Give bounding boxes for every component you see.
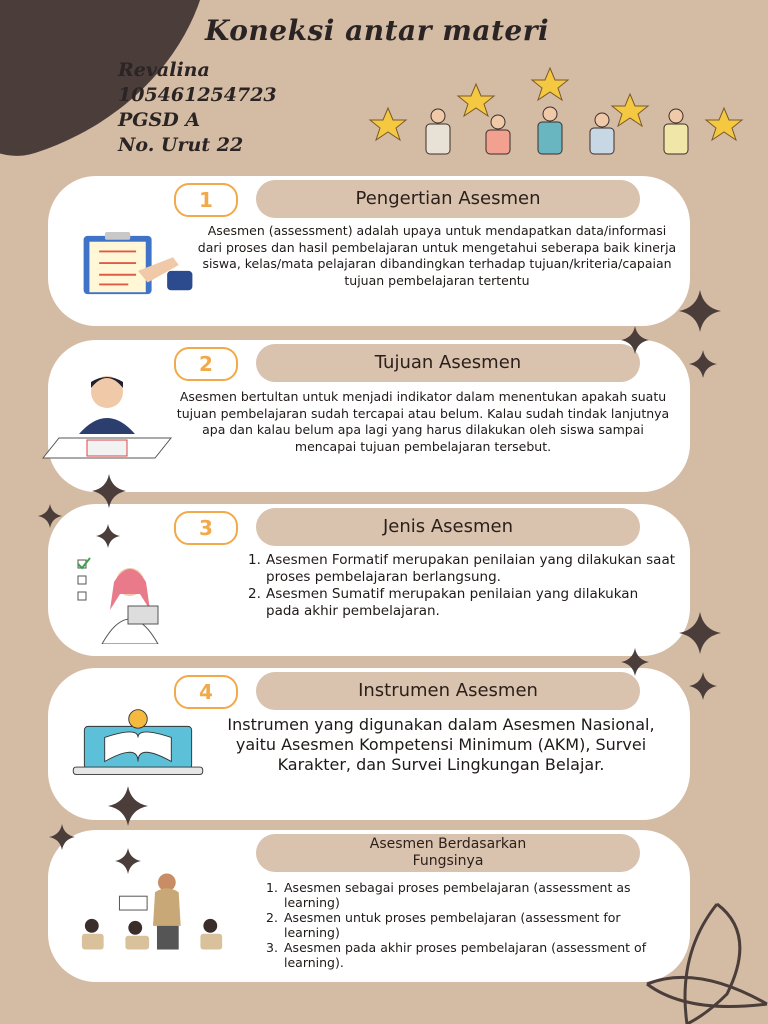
section-number-badge-1: 1 (174, 183, 238, 217)
sparkle-star-icon (612, 326, 658, 354)
section-heading-4: Instrumen Asesmen (256, 672, 640, 710)
clipboard-checklist-icon (76, 232, 200, 300)
section-number-badge-2: 2 (174, 347, 238, 381)
author-order: No. Urut 22 (118, 134, 244, 156)
section-text-4: Instrumen yang digunakan dalam Asesmen Nasional, yaitu Asesmen Kompetensi Minimum (AKM), Survei Karakter, dan Survei Lingkungan Belajar. (227, 715, 655, 774)
sparkle-star-icon (680, 350, 726, 378)
author-nim: 105461254723 (118, 84, 277, 106)
author-block (118, 58, 277, 158)
list-item: 2. Asesmen untuk proses pembelajaran (assessment for learning) (266, 910, 621, 940)
section-text-2: Asesmen bertultan untuk menjadi indikator dalam menentukan apakah suatu tujuan pembelajaran sudah tercapai atau belum. Kalau sudah tindak lanjutnya apa dan kalau belum apa lagi yang harus dilakukan oleh siswa sampai mencapai tujuan pembelajaran tersebut. (176, 389, 670, 454)
sparkle-star-icon (38, 824, 86, 850)
sparkle-star-icon (664, 612, 736, 654)
section-number-badge-3: 3 (174, 511, 238, 545)
section-heading-3: Jenis Asesmen (256, 508, 640, 546)
laptop-book-idea-icon (68, 706, 208, 780)
section-number-badge-4: 4 (174, 675, 238, 709)
sparkle-star-icon (612, 648, 658, 676)
section-heading-2: Tujuan Asesmen (256, 344, 640, 382)
sparkle-star-icon (92, 786, 164, 826)
sparkle-star-icon (88, 524, 128, 548)
list-item: 2. Asesmen Sumatif merupakan penilaian yang dilakukan pada akhir pembelajaran. (248, 586, 639, 619)
sparkle-star-icon (30, 504, 70, 528)
sparkle-star-icon (104, 848, 152, 874)
list-item: 1. Asesmen sebagai proses pembelajaran (assessment as learning) (266, 880, 631, 910)
author-program: PGSD A (118, 109, 201, 131)
student-checklist-icon (76, 554, 186, 644)
section-list-5 (266, 880, 666, 970)
leaf-decoration (646, 894, 768, 1024)
sparkle-star-icon (78, 474, 140, 508)
section-heading-1: Pengertian Asesmen (256, 180, 640, 218)
teacher-classroom-icon (76, 872, 234, 952)
sparkle-star-icon (664, 290, 736, 332)
teacher-at-desk-icon (40, 374, 172, 464)
list-item: 3. Asesmen pada akhir proses pembelajaran (assessment of learning). (266, 940, 647, 970)
page-title: Koneksi antar materi (205, 14, 550, 47)
list-item: 1. Asesmen Formatif merupakan penilaian yang dilakukan saat proses pembelajaran berlangsung. (248, 552, 676, 585)
sparkle-star-icon (680, 672, 726, 700)
section-heading-5: Asesmen Berdasarkan Fungsinya (256, 834, 640, 872)
people-holding-stars-illustration (358, 64, 758, 164)
author-name: Revalina (118, 59, 210, 81)
section-list-3 (248, 552, 676, 620)
section-text-1: Asesmen (assessment) adalah upaya untuk mendapatkan data/informasi dari proses dan hasil pembelajaran untuk mengetahui seberapa baik kinerja siswa, kelas/mata pelajaran dibandingkan terhadap tujuan/kriteria/capaian tujuan pembelajaran tertentu (197, 223, 677, 288)
